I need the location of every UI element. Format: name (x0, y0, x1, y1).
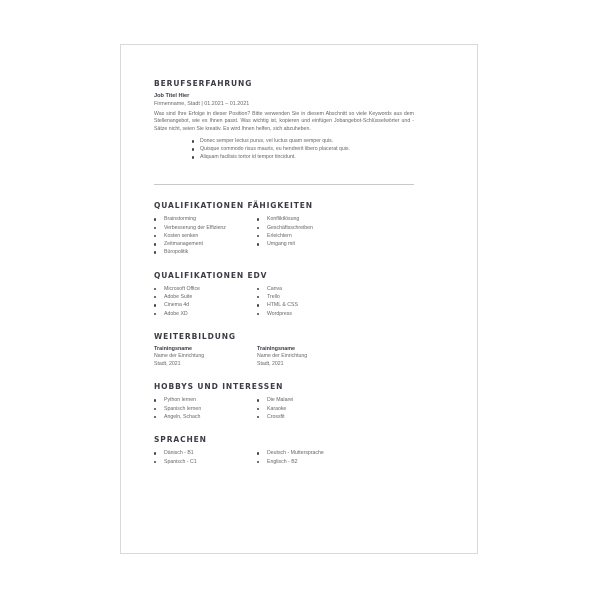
job-bullet: Donec semper lectus purus, vel luctus quam semper quis. (192, 137, 414, 145)
experience-section (154, 79, 414, 161)
it-skill-item: Cinema 4d (154, 301, 257, 309)
skill-item: Kosten senken (154, 232, 257, 240)
languages-section (154, 435, 414, 466)
hobbies-right-column (257, 396, 360, 421)
training-name: Trainingsname (154, 345, 193, 352)
hobby-item: Die Malarei (257, 396, 360, 404)
hobby-item: Karaoke (257, 405, 360, 413)
it-skill-item: HTML & CSS (257, 301, 360, 309)
training-institution: Name der Einrichtung (257, 353, 308, 360)
section-divider (154, 184, 414, 185)
it-skill-item: Microsoft Office (154, 285, 257, 293)
job-bullet-list (154, 137, 414, 161)
training-institution: Name der Einrichtung (154, 353, 205, 360)
skills-left-column (154, 215, 257, 256)
skill-item: Brainstorming (154, 215, 257, 223)
languages-heading: SPRACHEN (154, 435, 207, 445)
language-item: Spanisch - C1 (154, 458, 257, 466)
hobby-item: Python lernen (154, 396, 257, 404)
language-item: Dänisch - B1 (154, 449, 257, 457)
hobbies-heading: HOBBYS UND INTERESSEN (154, 382, 284, 392)
language-item: Englisch - B2 (257, 458, 360, 466)
skills-heading: QUALIFIKATIONEN FÄHIGKEITEN (154, 201, 313, 211)
hobby-item: Crossfit (257, 413, 360, 421)
languages-right-column (257, 449, 360, 466)
skills-section (154, 201, 414, 256)
skills-right-column (257, 215, 360, 256)
language-item: Deutsch - Muttersprache (257, 449, 360, 457)
it-skill-item: Wordpress (257, 310, 360, 318)
hobby-item: Spanisch lernen (154, 405, 257, 413)
skill-item: Geschäftsschreiben (257, 224, 360, 232)
job-description: Was sind Ihre Erfolge in dieser Position? Bitte verwenden Sie in diesem Abschnitt so viele Keywords aus dem Stellenangebot, wie es Ihnen passt. Was wichtig ist, kopieren und einfügen Jobangebot-Schlüsselwörter und - Sätze nicht, seien Sie kreativ. Es wird Ihnen helfen, sich abzuheben. (154, 111, 414, 132)
skill-item: Umgang mit (257, 240, 360, 248)
skill-item: Konfliktlösung (257, 215, 360, 223)
training-place-year: Stadt, 2021 (154, 360, 181, 367)
it-skills-section (154, 271, 414, 318)
it-left-column (154, 285, 257, 318)
skill-item: Zeitmanagement (154, 240, 257, 248)
skill-item: Büropolitik (154, 248, 257, 256)
it-right-column (257, 285, 360, 318)
hobby-item: Angeln, Schach (154, 413, 257, 421)
hobbies-section (154, 382, 414, 421)
skill-item: Verbesserung der Effizienz (154, 224, 257, 232)
it-skill-item: Canva (257, 285, 360, 293)
it-skills-heading: QUALIFIKATIONEN EDV (154, 270, 268, 280)
training-entry (154, 346, 257, 369)
education-heading: WEITERBILDUNG (154, 331, 236, 341)
job-title: Job Titel Hier (154, 93, 190, 99)
resume-content (154, 79, 414, 466)
training-name: Trainingsname (257, 345, 296, 352)
training-entry (257, 346, 360, 369)
skill-item: Erleichtern (257, 232, 360, 240)
resume-page (120, 44, 478, 554)
it-skill-item: Adobe XD (154, 310, 257, 318)
it-skill-item: Adobe Suite (154, 293, 257, 301)
job-meta: Firmenname, Stadt | 01.2021 – 01.2021 (154, 100, 250, 107)
education-section (154, 332, 414, 369)
hobbies-left-column (154, 396, 257, 421)
job-bullet: Quisque commodo risus mauris, eu hendrerit libero placerat quis. (192, 145, 414, 153)
languages-left-column (154, 449, 257, 466)
training-place-year: Stadt, 2021 (257, 360, 284, 367)
experience-heading: BERUFSERFAHRUNG (154, 79, 253, 88)
it-skill-item: Trello (257, 293, 360, 301)
job-bullet: Aliquam facilisis tortor id tempor tincidunt. (192, 153, 414, 161)
